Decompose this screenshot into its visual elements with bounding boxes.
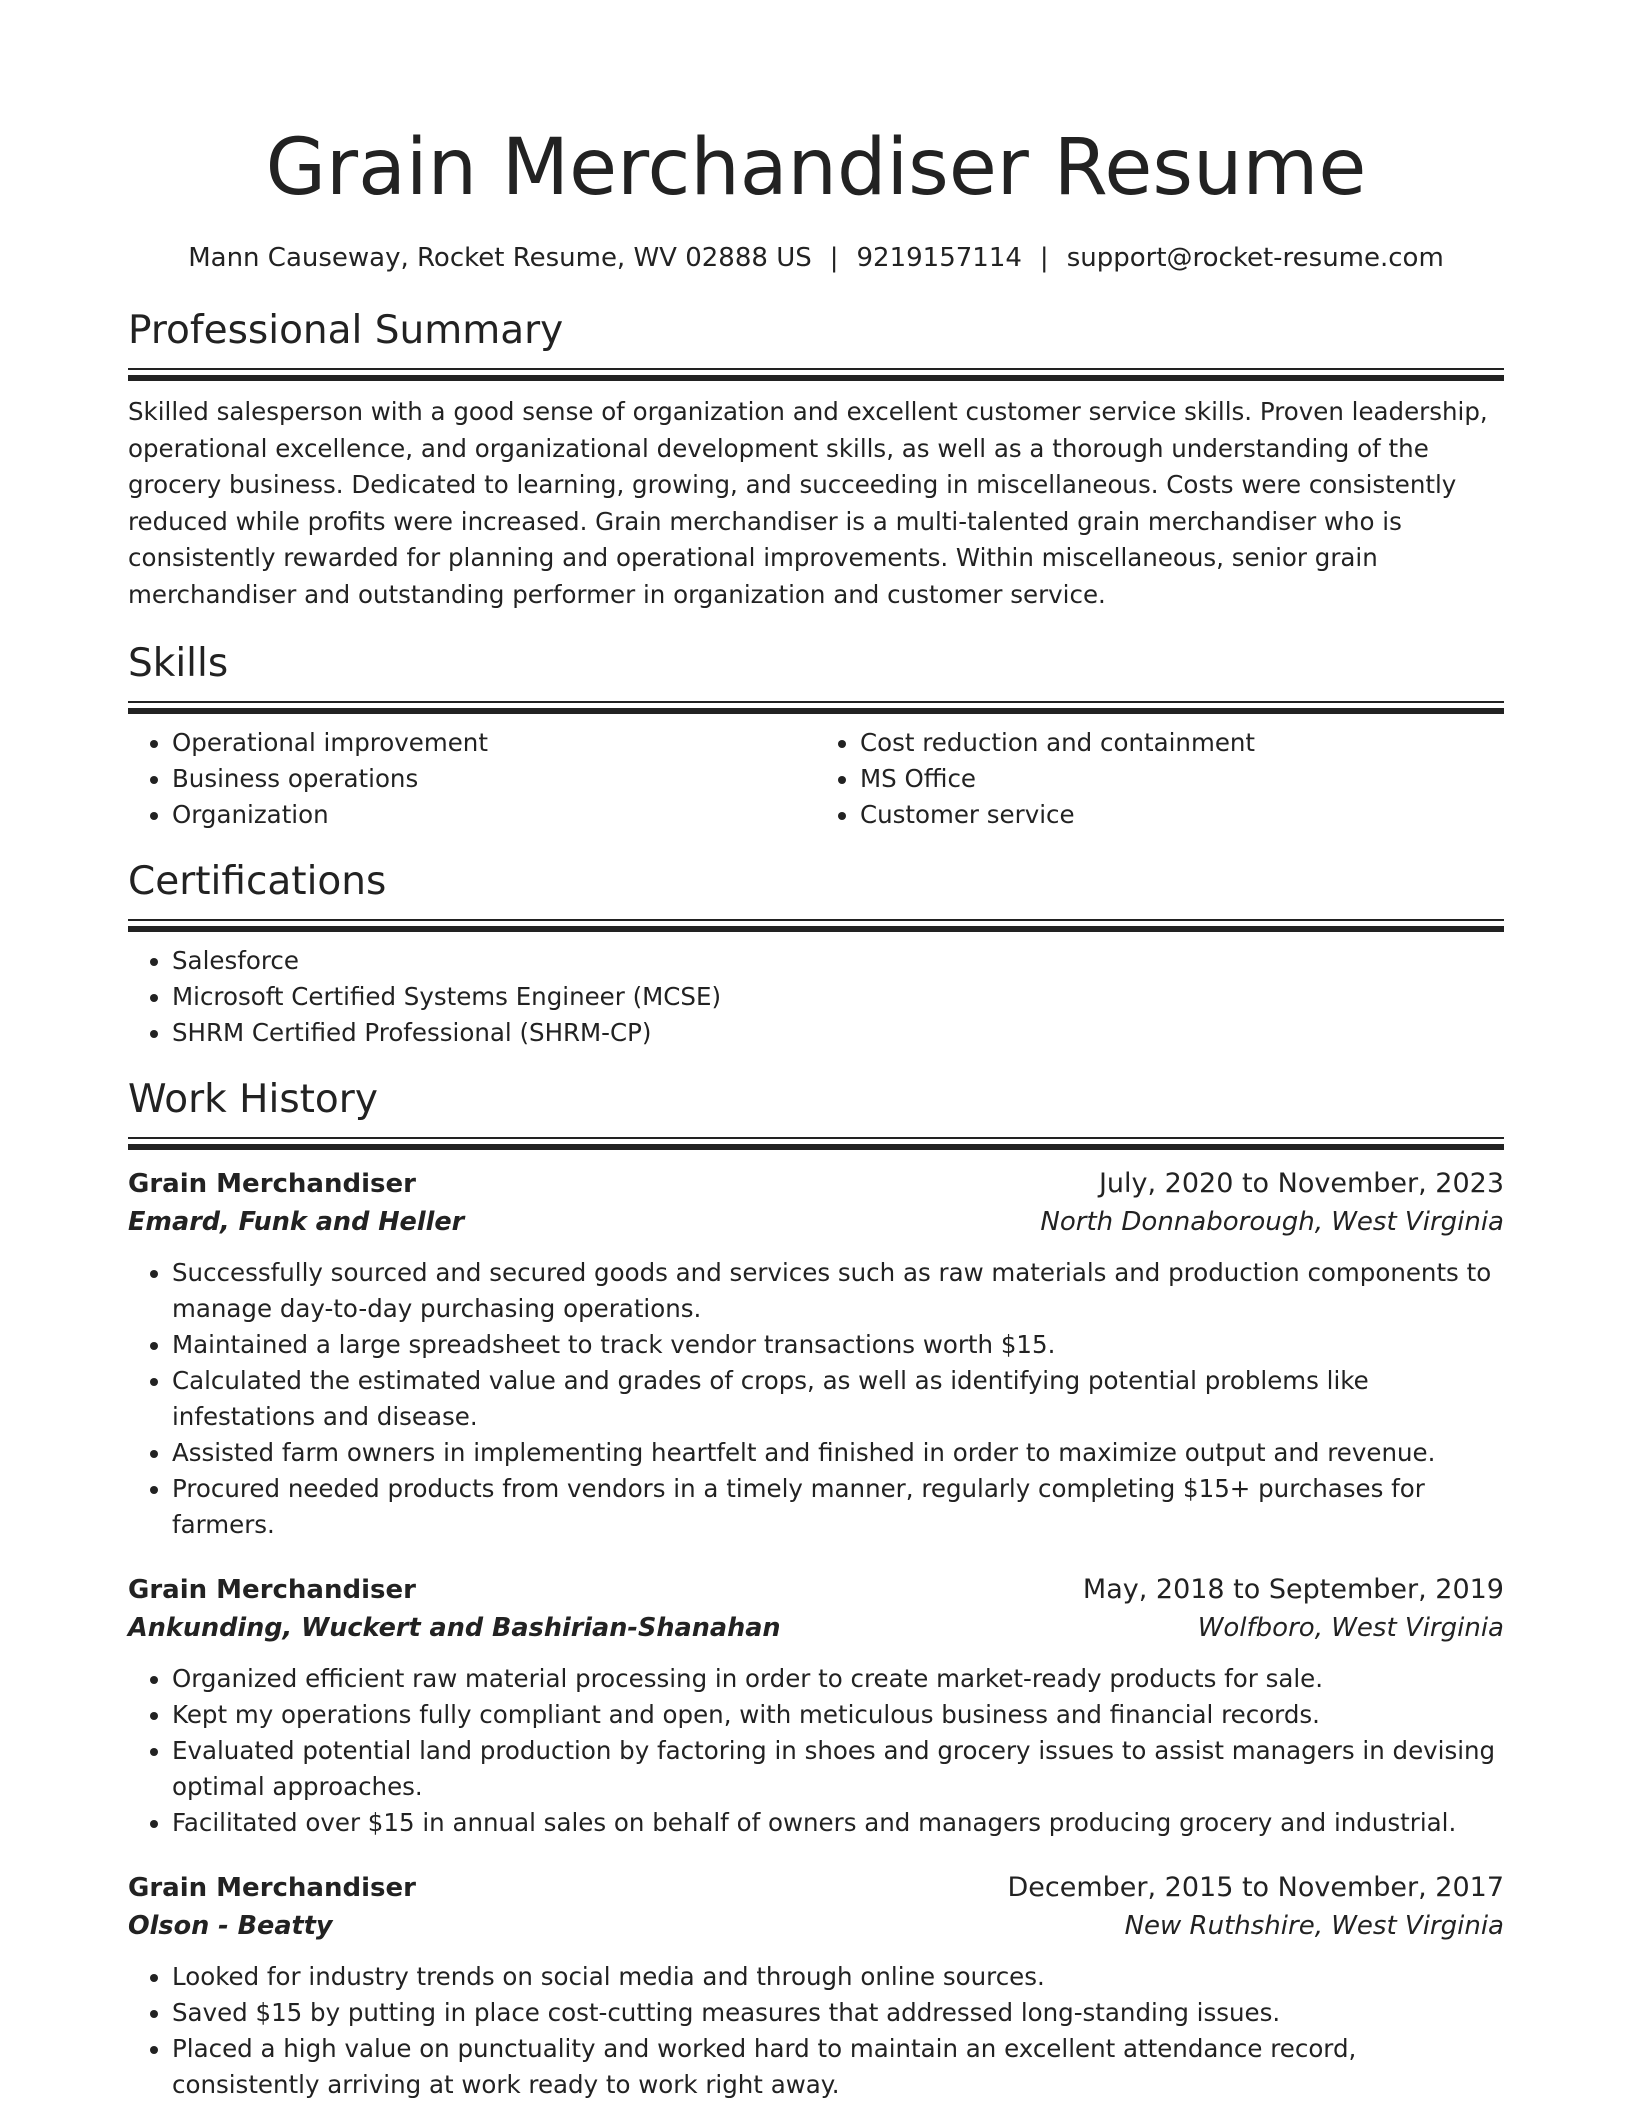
job-entry: [128, 1165, 1504, 1543]
job-dates: December, 2015 to November, 2017: [1007, 1872, 1504, 1903]
job-bullet: • Evaluated potential land production by factoring in shoes and grocery issues to assist managers in devising optimal approaches.: [172, 1733, 1504, 1805]
certifications-list: [128, 943, 1504, 1051]
section-divider: [128, 701, 1504, 715]
job-company: Olson - Beatty: [128, 1911, 333, 1941]
section-heading-summary: Professional Summary: [128, 308, 564, 353]
skills-columns: [128, 725, 1504, 833]
job-bullet: • Kept my operations fully compliant and open, with meticulous business and financial records.: [172, 1697, 1504, 1733]
job-title: Grain Merchandiser: [128, 1873, 416, 1903]
resume-title: Grain Merchandiser Resume: [265, 123, 1367, 213]
job-bullets: [128, 1959, 1504, 2103]
job-header-row: [128, 1869, 1504, 1907]
certification-item: • Microsoft Certified Systems Engineer (MCSE): [172, 979, 1504, 1015]
job-location: North Donnaborough, West Virginia: [1040, 1207, 1504, 1237]
contact-separator: |: [1039, 243, 1049, 273]
certification-item: • Salesforce: [172, 943, 1504, 979]
job-company-row: [128, 1609, 1504, 1647]
job-bullet: • Placed a high value on punctuality and worked hard to maintain an excellent attendance record, consistently arriving at work ready to work right away.: [172, 2031, 1504, 2103]
job-bullets: [128, 1661, 1504, 1841]
job-company-row: [128, 1907, 1504, 1945]
skills-section: [128, 639, 1504, 833]
contact-separator: |: [829, 243, 839, 273]
job-bullets: [128, 1255, 1504, 1543]
contact-line: [128, 240, 1504, 276]
job-bullet: • Organized efficient raw material processing in order to create market-ready products for sale.: [172, 1661, 1504, 1697]
section-heading-certifications: Certifications: [128, 859, 387, 904]
skill-item: • Organization: [172, 797, 816, 833]
section-divider: [128, 368, 1504, 382]
contact-address: Mann Causeway, Rocket Resume, WV 02888 US: [188, 243, 812, 273]
job-title: Grain Merchandiser: [128, 1169, 416, 1199]
job-company-row: [128, 1203, 1504, 1241]
section-heading-work-history: Work History: [128, 1077, 378, 1122]
summary-text: Skilled salesperson with a good sense of organization and excellent customer service skills. Proven leadership, operational excellence, and organizational development skills, as well as a thorough understanding of the grocery business. Dedicated to learning, growing, and succeeding in miscellaneous. Costs were consistently reduced while profits were increased. Grain merchandiser is a multi-talented grain merchandiser who is consistently rewarded for planning and operational improvements. Within miscellaneous, senior grain merchandiser and outstanding performer in organization and customer service.: [128, 397, 1488, 609]
job-bullet: • Calculated the estimated value and grades of crops, as well as identifying potential problems like infestations and disease.: [172, 1363, 1504, 1435]
job-bullet: • Looked for industry trends on social media and through online sources.: [172, 1959, 1504, 1995]
summary-section: [128, 306, 1504, 613]
job-bullet: • Saved $15 by putting in place cost-cutting measures that addressed long-standing issues.: [172, 1995, 1504, 2031]
job-company: Emard, Funk and Heller: [128, 1207, 465, 1237]
contact-email[interactable]: support@rocket-resume.com: [1066, 243, 1444, 273]
section-divider: [128, 1137, 1504, 1151]
skills-list-right: [816, 725, 1504, 833]
job-bullet: • Successfully sourced and secured goods and services such as raw materials and production components to manage day-to-day purchasing operations.: [172, 1255, 1504, 1327]
skill-item: • Customer service: [860, 797, 1504, 833]
job-entry: [128, 1869, 1504, 2103]
skill-item: • MS Office: [860, 761, 1504, 797]
job-dates: May, 2018 to September, 2019: [1082, 1574, 1504, 1605]
skills-list-left: [128, 725, 816, 833]
job-bullet: • Facilitated over $15 in annual sales on behalf of owners and managers producing grocery and industrial.: [172, 1805, 1504, 1841]
certification-item: • SHRM Certified Professional (SHRM-CP): [172, 1015, 1504, 1051]
section-divider: [128, 919, 1504, 933]
certifications-section: [128, 857, 1504, 1051]
section-heading-skills: Skills: [128, 641, 229, 686]
contact-phone: 9219157114: [856, 243, 1022, 273]
job-bullet: • Procured needed products from vendors in a timely manner, regularly completing $15+ purchases for farmers.: [172, 1471, 1504, 1543]
job-location: New Ruthshire, West Virginia: [1124, 1911, 1504, 1941]
job-company: Ankunding, Wuckert and Bashirian-Shanahan: [128, 1613, 781, 1643]
job-dates: July, 2020 to November, 2023: [1098, 1168, 1504, 1199]
job-entry: [128, 1571, 1504, 1841]
job-bullet: • Assisted farm owners in implementing heartfelt and finished in order to maximize output and revenue.: [172, 1435, 1504, 1471]
job-bullet: • Maintained a large spreadsheet to track vendor transactions worth $15.: [172, 1327, 1504, 1363]
skill-item: • Operational improvement: [172, 725, 816, 761]
job-location: Wolfboro, West Virginia: [1197, 1613, 1504, 1643]
job-header-row: [128, 1165, 1504, 1203]
job-header-row: [128, 1571, 1504, 1609]
job-title: Grain Merchandiser: [128, 1575, 416, 1605]
skill-item: • Cost reduction and containment: [860, 725, 1504, 761]
work-history-section: [128, 1075, 1504, 2103]
skill-item: • Business operations: [172, 761, 816, 797]
